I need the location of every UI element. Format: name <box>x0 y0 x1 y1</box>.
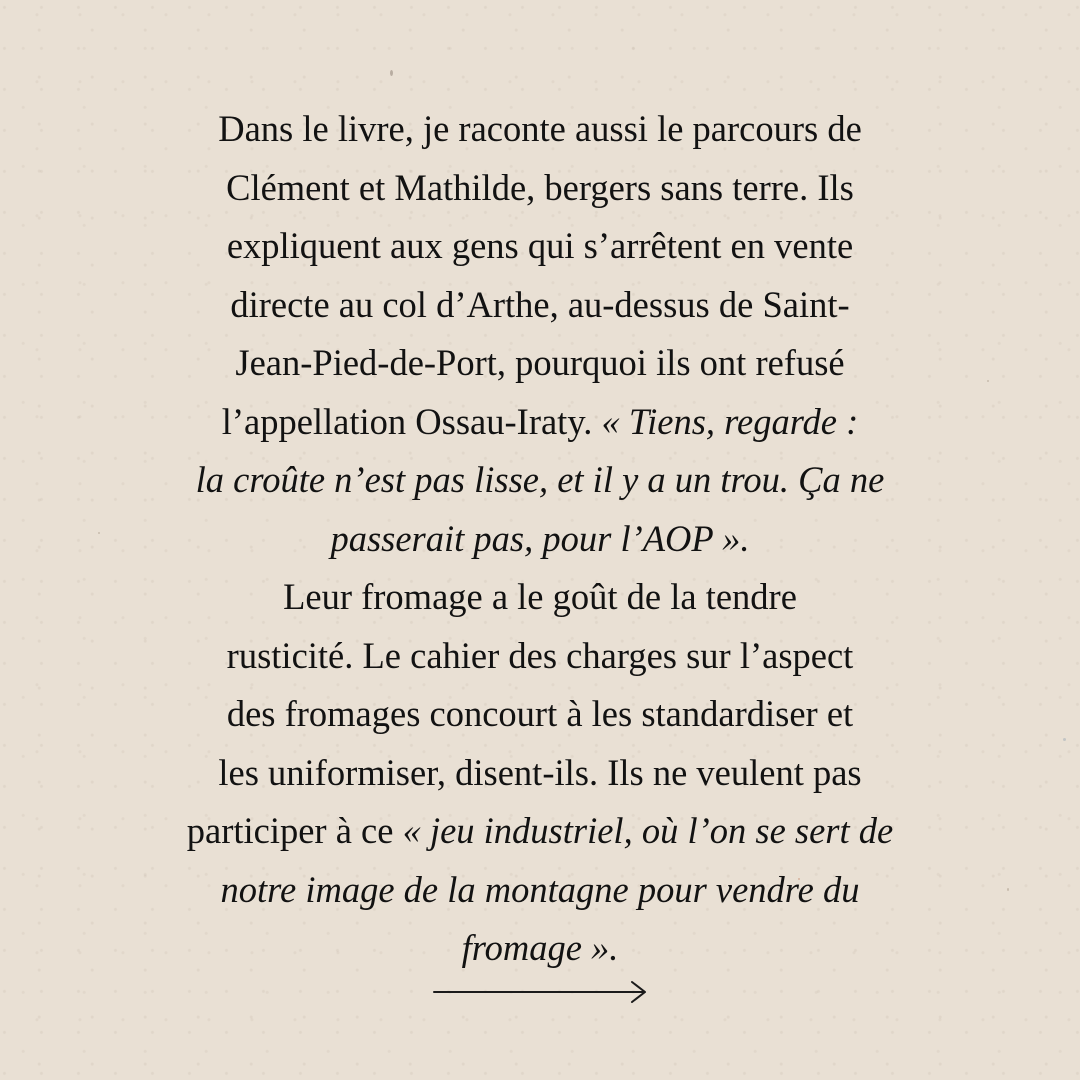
next-arrow-button[interactable] <box>434 979 648 1007</box>
text-block <box>170 100 910 978</box>
paper-speck <box>98 532 100 534</box>
paper-speck <box>1007 888 1009 891</box>
paper-speck <box>390 70 393 76</box>
paragraph-line: rusticité. Le cahier des charges sur l’aspect <box>226 634 854 676</box>
paragraph-line: les uniformiser, disent-ils. Ils ne veulent pas <box>218 751 862 793</box>
paragraph-line: Clément et Mathilde, bergers sans terre. Ils <box>226 166 854 208</box>
regular-text: participer à ce <box>186 810 403 851</box>
paragraph-line: Jean-Pied-de-Port, pourquoi ils ont refusé <box>235 342 845 383</box>
paragraph-line: directe au col d’Arthe, au-dessus de Saint- <box>230 283 850 325</box>
arrow-right-icon <box>434 979 648 1007</box>
paragraph-line: Dans le livre, je raconte aussi le parcours de <box>218 108 862 149</box>
paragraph-line <box>170 802 910 861</box>
paragraph-line: Leur fromage a le goût de la tendre <box>283 576 797 617</box>
quoted-text: « jeu industriel, où l’on se sert de <box>402 810 894 851</box>
quoted-text-line: passerait pas, pour l’AOP ». <box>330 517 750 559</box>
quoted-text: « Tiens, regarde : <box>601 400 859 442</box>
quoted-text-line: fromage ». <box>461 927 619 968</box>
quoted-text-line: notre image de la montagne pour vendre du <box>220 868 860 910</box>
paper-speck <box>1063 738 1066 741</box>
paper-speck <box>987 380 989 382</box>
quoted-text-line: la croûte n’est pas lisse, et il y a un trou. Ça ne <box>195 459 885 500</box>
paragraph-line <box>170 393 910 452</box>
paragraph-line: des fromages concourt à les standardiser et <box>226 693 854 734</box>
paragraph-line: expliquent aux gens qui s’arrêtent en vente <box>226 225 854 266</box>
regular-text: l’appellation Ossau-Iraty. <box>221 400 602 442</box>
